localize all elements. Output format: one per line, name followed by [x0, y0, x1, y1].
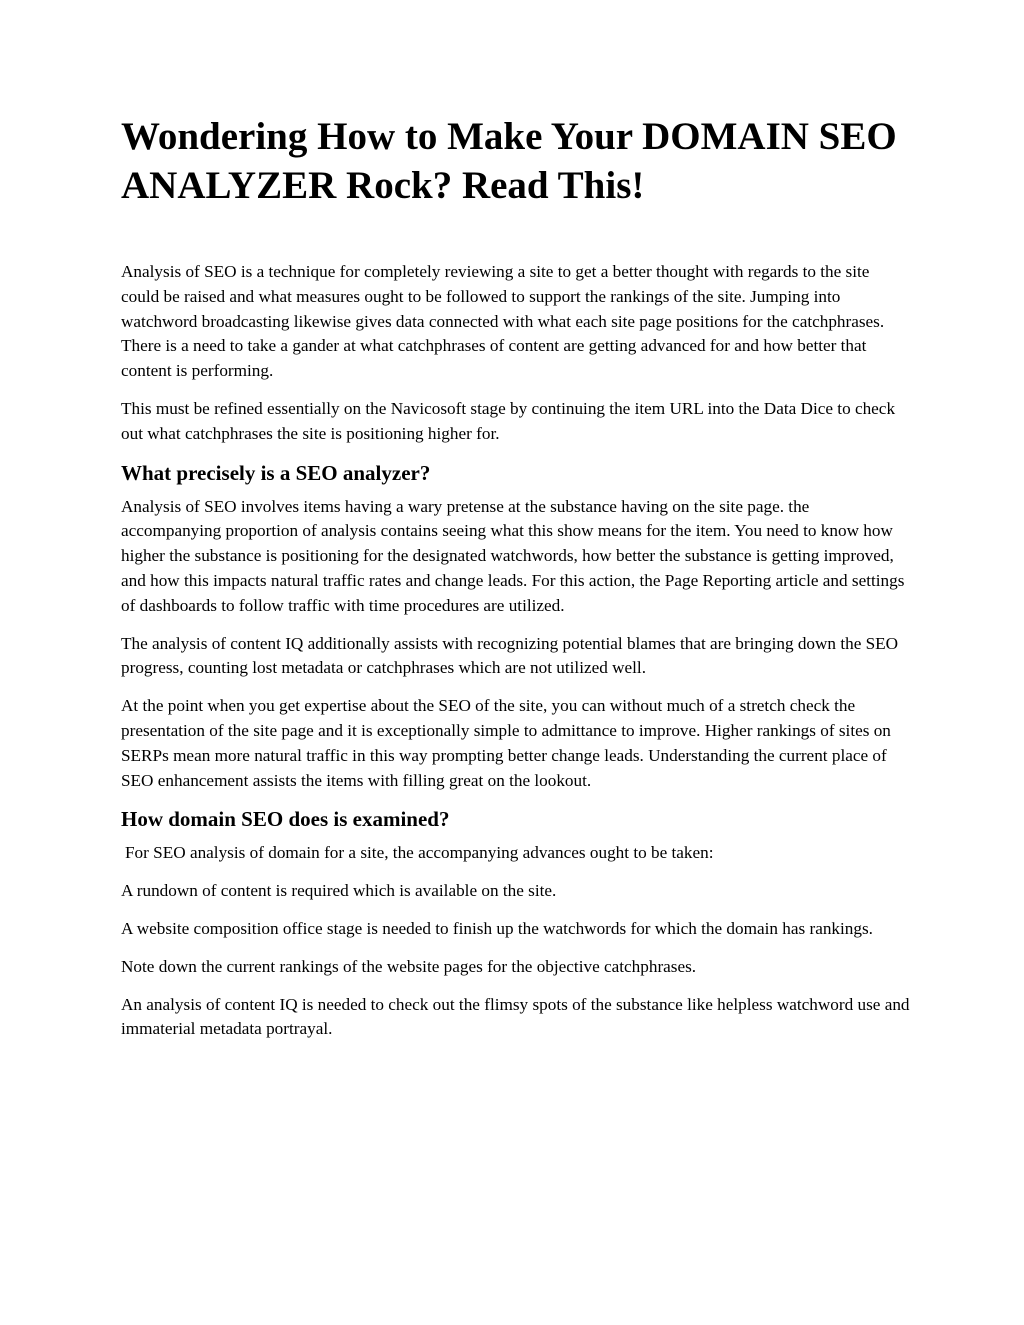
section-paragraph: The analysis of content IQ additionally assists with recognizing potential blames that are bringing down the SEO progress, counting lost metadata or catchphrases which are not utilized well.: [121, 633, 899, 678]
section-paragraph: Note down the current rankings of the website pages for the objective catchphrases.: [121, 956, 697, 976]
section-paragraph: An analysis of content IQ is needed to check out the flimsy spots of the substance like helpless watchword use and immaterial metadata portrayal.: [121, 994, 910, 1039]
section-paragraph: Analysis of SEO involves items having a wary pretense at the substance having on the site page. the accompanying proportion of analysis contains seeing what this show means for the item. You need to know how higher the substance is positioning for the designated watchwords, how better the substance is getting improved, and how this impacts natural traffic rates and change leads. For this action, the Page Reporting article and settings of dashboards to follow traffic with time procedures are utilized.: [121, 496, 905, 615]
section-paragraph: A rundown of content is required which is available on the site.: [121, 881, 557, 901]
document-page: [121, 112, 911, 1055]
section-paragraph: For SEO analysis of domain for a site, the accompanying advances ought to be taken:: [125, 843, 714, 863]
section-paragraph: A website composition office stage is needed to finish up the watchwords for which the domain has rankings.: [121, 918, 873, 938]
section-paragraph: At the point when you get expertise about the SEO of the site, you can without much of a stretch check the presentation of the site page and it is exceptionally simple to admittance to improve. Higher rankings of sites on SERPs mean more natural traffic in this way prompting better change leads. Understanding the current place of SEO enhancement assists the items with filling great on the lookout.: [121, 696, 891, 790]
intro-paragraph: Analysis of SEO is a technique for completely reviewing a site to get a better thought with regards to the site could be raised and what measures ought to be followed to support the rankings of the site. Jumping into watchword broadcasting likewise gives data connected with what each site page positions for the catchphrases. There is a need to take a gander at what catchphrases of content are getting advanced for and how better that content is performing.: [121, 262, 885, 381]
document-title: Wondering How to Make Your DOMAIN SEO ANALYZER Rock? Read This!: [121, 115, 897, 207]
intro-paragraph: This must be refined essentially on the Navicosoft stage by continuing the item URL into the Data Dice to check out what catchphrases the site is positioning higher for.: [121, 398, 896, 443]
section-heading: What precisely is a SEO analyzer?: [121, 460, 431, 485]
section-heading: How domain SEO does is examined?: [121, 807, 450, 832]
